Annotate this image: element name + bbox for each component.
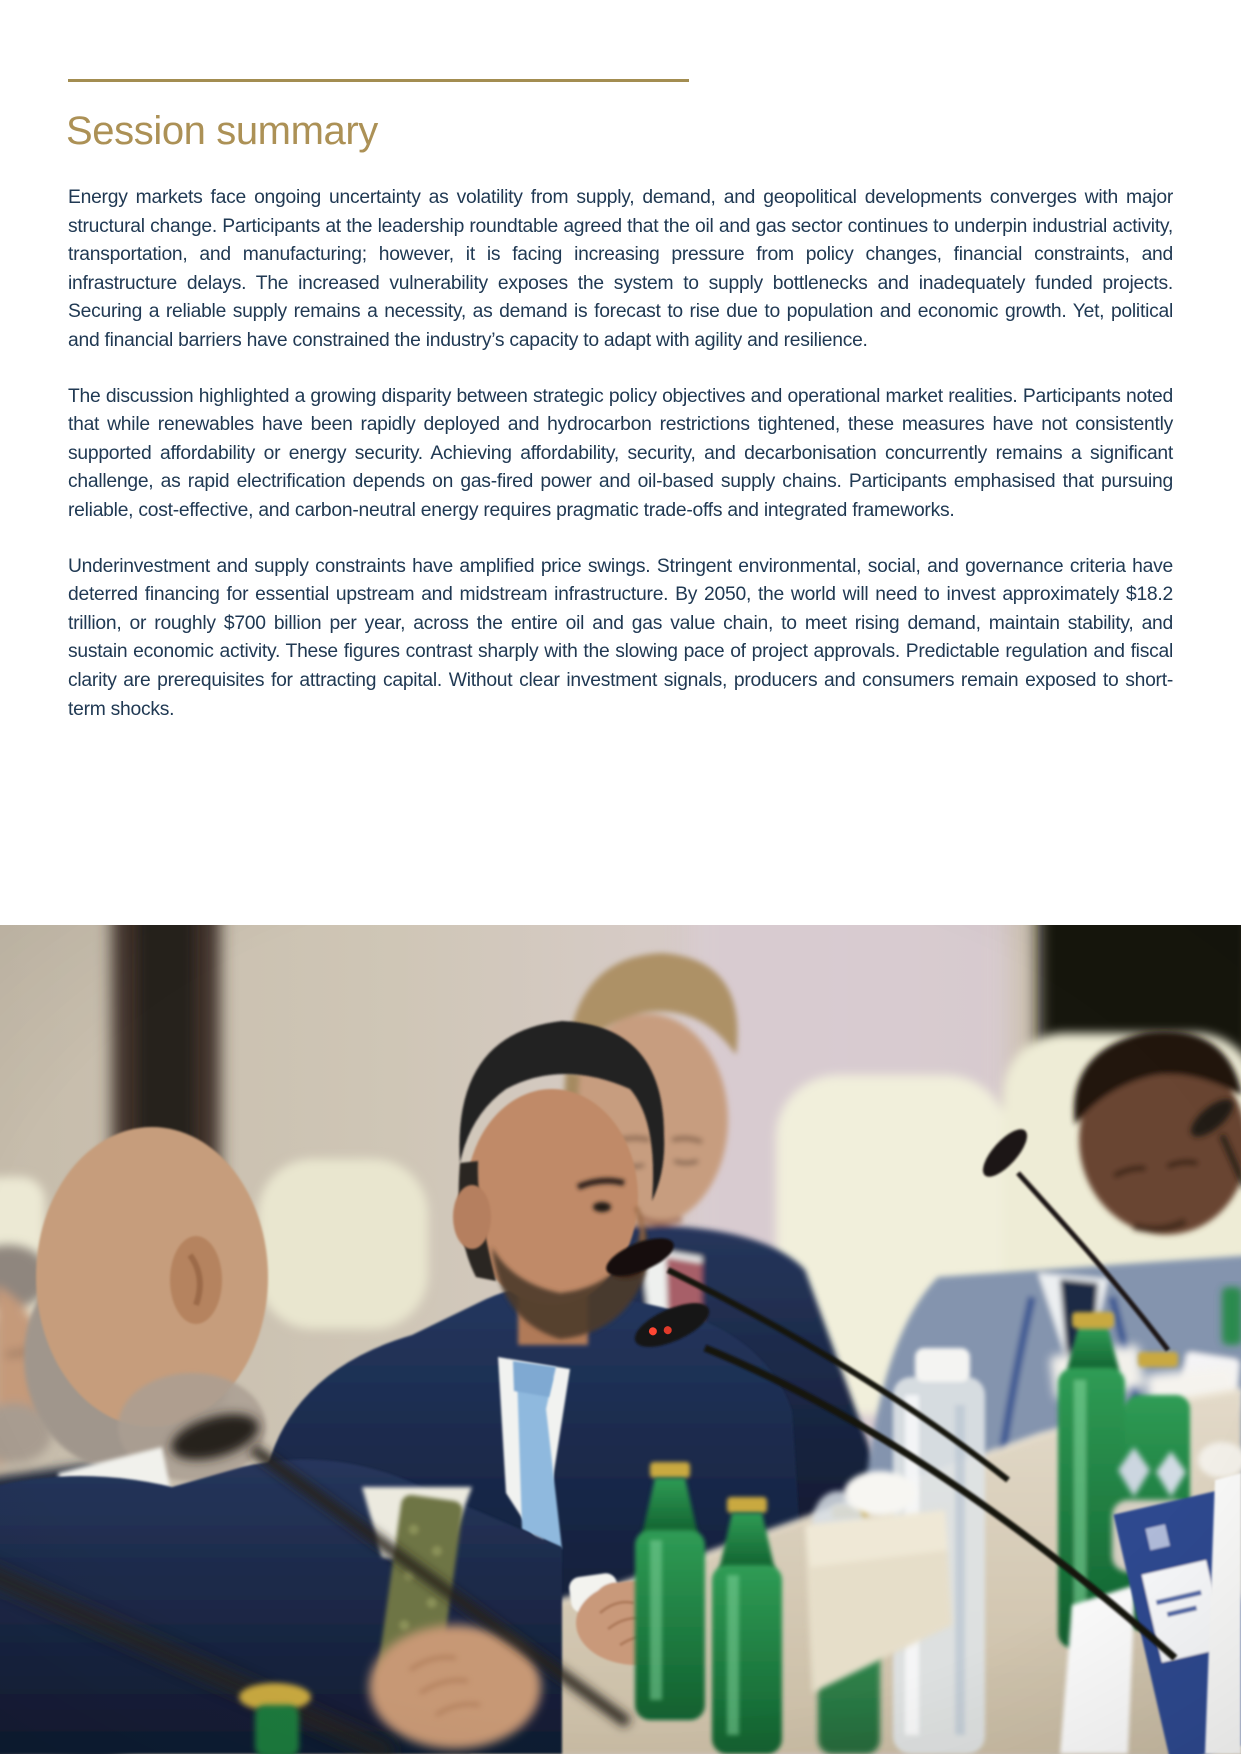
photo-vignette — [0, 925, 1241, 1754]
page-title: Session summary — [66, 109, 378, 153]
summary-paragraph-3: Underinvestment and supply constraints have amplified price swings. Stringent environmental, social, and governance criteria have deterred financing for essential upstream and midstream infrastructure. By 2050, the world will need to invest approximately $18.2 trillion, or roughly $700 billion per year, across the entire oil and gas value chain, to meet rising demand, maintain stability, and sustain economic activity. These figures contrast sharply with the slowing pace of project approvals. Predictable regulation and fiscal clarity are prerequisites for attracting capital. Without clear investment signals, producers and consumers remain exposed to short-term shocks. — [68, 555, 1173, 720]
summary-paragraph-1: Energy markets face ongoing uncertainty as volatility from supply, demand, and geopolitical developments converges with major structural change. Participants at the leadership roundtable agreed that the oil and gas sector continues to underpin industrial activity, transportation, and manufacturing; however, it is facing increasing pressure from policy changes, financial constraints, and infrastructure delays. The increased vulnerability exposes the system to supply bottlenecks and inadequately funded projects. Securing a reliable supply remains a necessity, as demand is forecast to rise due to population and economic growth. Yet, political and financial barriers have constrained the industry’s capacity to adapt with agility and resilience. — [68, 187, 1173, 351]
session-summary-body — [68, 184, 1173, 724]
gold-divider — [68, 79, 689, 82]
roundtable-photo — [0, 925, 1241, 1754]
summary-paragraph-2: The discussion highlighted a growing disparity between strategic policy objectives and operational market realities. Participants noted that while renewables have been rapidly deployed and hydrocarbon restrictions tightened, these measures have not consistently supported affordability or energy security. Achieving affordability, security, and decarbonisation concurrently remains a significant challenge, as rapid electrification depends on gas-fired power and oil-based supply chains. Participants emphasised that pursuing reliable, cost-effective, and carbon-neutral energy requires pragmatic trade-offs and integrated frameworks. — [68, 385, 1173, 521]
